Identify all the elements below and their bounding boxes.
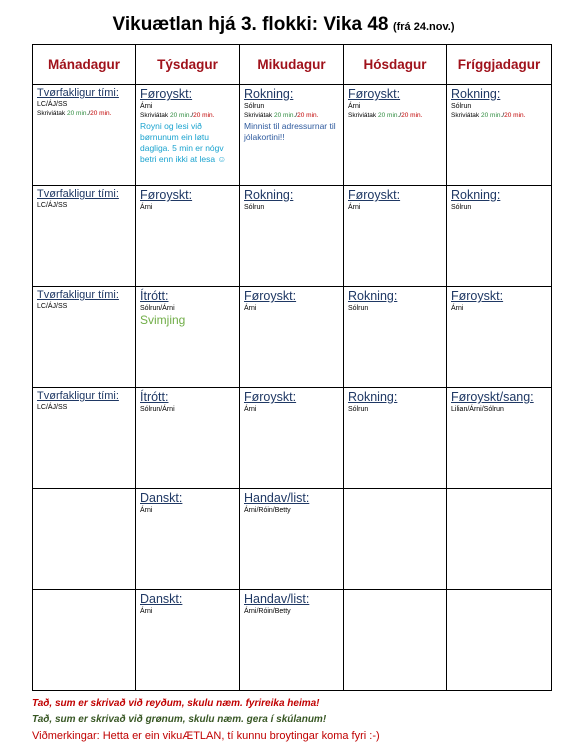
subject-label: Tvørfakligur tími: [37,390,119,402]
subject-label: Tvørfakligur tími: [37,87,119,99]
schedule-cell [344,287,447,388]
day-header-thursday: Hósdagur [344,45,447,85]
writing-time: Skriviátak 20 min./20 min. [244,112,319,119]
page-title [0,14,567,36]
teacher-label: Árni [140,608,153,615]
teacher-label: Árni [451,305,464,312]
schedule-cell-empty [447,489,552,590]
reminder-note: Minnist til adressurnar til jólakortini!! [244,121,336,142]
teacher-label: Sólrun [451,103,472,110]
schedule-cell [344,388,447,489]
schedule-cell [447,287,552,388]
day-header-tuesday: Týsdagur [136,45,240,85]
schedule-cell [344,186,447,287]
schedule-cell [136,287,240,388]
schedule-cell [33,388,136,489]
schedule-row [33,287,552,388]
day-header-friday: Fríggjadagur [447,45,552,85]
subject-label: Tvørfakligur tími: [37,188,119,200]
schedule-cell [447,85,552,186]
footer-red-note: Tað, sum er skrivað við reyðum, skulu næm. fyrireika heima! [32,698,320,709]
teacher-label: LC/ÁJ/SS [37,202,68,209]
teacher-label: Árni/Róin/Betty [244,507,291,514]
subject-label: Danskt: [140,592,183,606]
teacher-label: Árni/Róin/Betty [244,608,291,615]
teacher-label: Árni [348,204,361,211]
schedule-cell [447,186,552,287]
schedule-cell [33,186,136,287]
teacher-label: Sólrun [244,103,265,110]
teacher-label: Sólrun/Árni [140,305,175,312]
schedule-row [33,489,552,590]
schedule-cell-empty [447,590,552,691]
teacher-label: Árni [348,103,361,110]
teacher-label: Sólrun [348,406,369,413]
writing-time: Skriviátak 20 min./20 min. [451,112,526,119]
teacher-label: Árni [244,406,257,413]
teacher-label: Sólrun [451,204,472,211]
subject-label: Rokning: [244,188,294,202]
subject-label: Danskt: [140,491,183,505]
schedule-cell [240,186,344,287]
subject-label: Føroyskt/sang: [451,390,534,404]
subject-label: Føroyskt: [244,289,297,303]
schedule-cell-empty [33,590,136,691]
writing-time: Skriviátak 20 min./20 min. [348,112,423,119]
subject-label: Handav/list: [244,491,310,505]
teacher-label: Árni [140,507,153,514]
schedule-cell-empty [344,489,447,590]
schedule-row [33,186,552,287]
subject-label: Rokning: [348,289,398,303]
schedule-row [33,85,552,186]
teacher-label: Sólrun [348,305,369,312]
subject-label: Rokning: [348,390,398,404]
schedule-cell [136,590,240,691]
teacher-label: Árni [140,103,153,110]
teacher-label: LC/ÁJ/SS [37,101,68,108]
swimming-label: Svimjing [140,313,186,327]
schedule-cell [240,287,344,388]
subject-label: Ítrótt: [140,289,169,303]
schedule-cell [136,186,240,287]
teacher-label: Sólrun [244,204,265,211]
day-header-row [33,45,552,85]
subject-label: Føroyskt: [348,87,401,101]
day-header-wednesday: Mikudagur [240,45,344,85]
schedule-cell [33,287,136,388]
subject-label: Føroyskt: [451,289,504,303]
schedule-cell [240,489,344,590]
schedule-cell [447,388,552,489]
subject-label: Ítrótt: [140,390,169,404]
schedule-table [32,44,552,691]
subject-label: Føroyskt: [140,87,193,101]
writing-time: Skriviátak 20 min./20 min. [140,112,215,119]
subject-label: Rokning: [451,87,501,101]
subject-label: Føroyskt: [140,188,193,202]
teacher-label: Árni [244,305,257,312]
subject-label: Tvørfakligur tími: [37,289,119,301]
schedule-row [33,590,552,691]
day-header-monday: Mánadagur [33,45,136,85]
teacher-label: LC/ÁJ/SS [37,303,68,310]
subject-label: Føroyskt: [348,188,401,202]
schedule-cell-empty [344,590,447,691]
footer-green-note: Tað, sum er skrivað við grønum, skulu næm. gera í skúlanum! [32,714,327,725]
schedule-cell-empty [33,489,136,590]
schedule-row [33,388,552,489]
subject-label: Føroyskt: [244,390,297,404]
schedule-cell [240,85,344,186]
schedule-cell [344,85,447,186]
writing-time: Skriviátak 20 min./20 min. [37,110,112,117]
subject-label: Rokning: [244,87,294,101]
teacher-label: Lilian/Árni/Sólrun [451,406,504,413]
teacher-label: Sólrun/Árni [140,406,175,413]
subject-label: Rokning: [451,188,501,202]
reading-note: Royni og lesi við børnunum ein løtu dagliga. 5 min er nógv betri enn ikki at lesa ☺ [140,121,227,164]
schedule-cell [33,85,136,186]
subject-label: Handav/list: [244,592,310,606]
teacher-label: LC/ÁJ/SS [37,404,68,411]
teacher-label: Árni [140,204,153,211]
schedule-cell [136,85,240,186]
title-main: Vikuætlan hjá 3. flokki: Vika 48 [112,14,389,35]
schedule-cell [240,388,344,489]
footer-remarks: Viðmerkingar: Hetta er ein vikuÆTLAN, tí kunnu broytingar koma fyri :-) [32,730,380,742]
title-date: (frá 24.nov.) [392,21,455,33]
schedule-cell [240,590,344,691]
schedule-cell [136,489,240,590]
schedule-cell [136,388,240,489]
